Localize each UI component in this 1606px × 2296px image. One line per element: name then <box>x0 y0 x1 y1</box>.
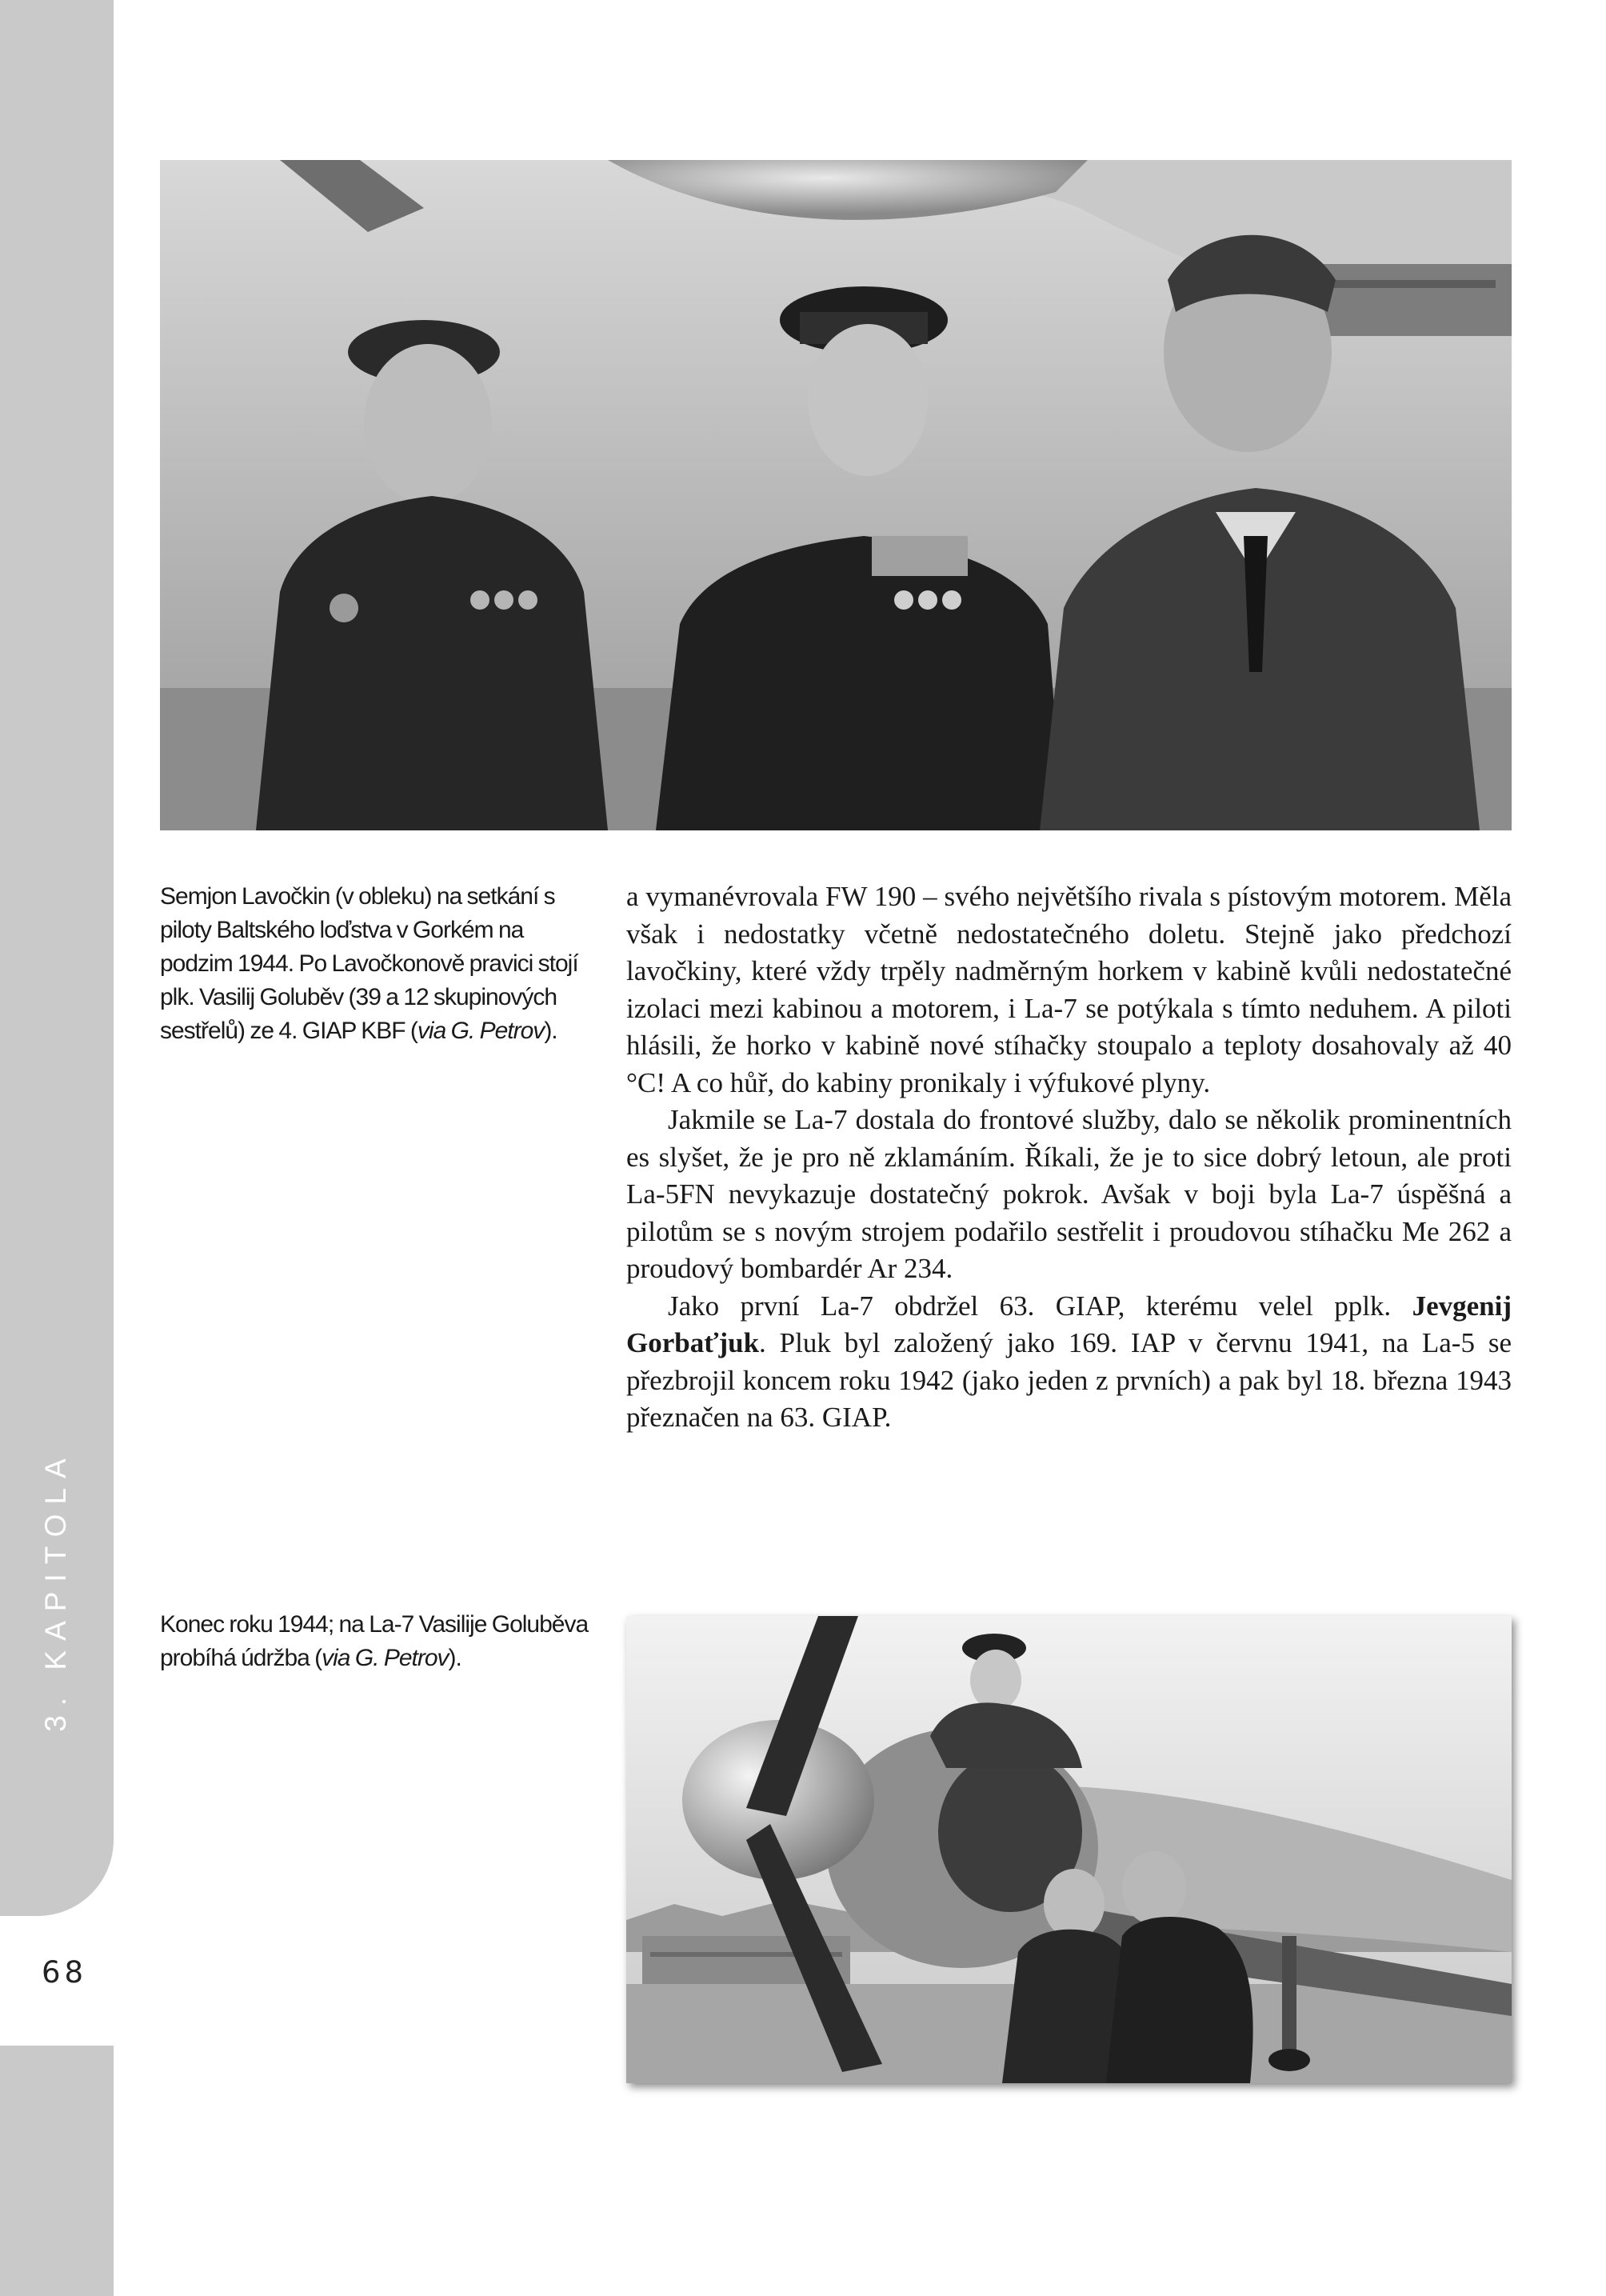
commander-name: Jevgenij Gorbaťjuk <box>626 1290 1512 1358</box>
group-photo-officers <box>160 160 1512 830</box>
page-number: 68 <box>42 1955 88 1990</box>
paragraph-3-end: . Pluk byl založený jako 169. IAP v červnu 1941, na La-5 se přezbrojil koncem roku 1942 (jako jeden z prvních) a pak byl 18. března 1943 přeznačen na 63. GIAP. <box>626 1327 1512 1433</box>
caption-bottom-credit: via G. Petrov <box>322 1645 449 1671</box>
chapter-label: 3. KAPITOLA <box>39 1448 72 1732</box>
paragraph-3-start: Jako první La-7 obdržel 63. GIAP, kterému velel pplk. <box>668 1290 1412 1322</box>
paragraph-2: Jakmile se La-7 dostala do frontové služby, dalo se několik prominentních es slyšet, že je pro ně zklamáním. Říkali, že je to sice dobrý letoun, ale proti La-5FN nevykazuje dostatečný pokrok. Avšak v boji byla La-7 úspěšná a pilotům se s novým strojem podařilo sestřelit i proudovou stíhačku Me 262 a proudový bombardér Ar 234. <box>626 1104 1512 1284</box>
caption-top-end: ). <box>544 1018 557 1044</box>
caption-bottom-text: Konec roku 1944; na La-7 Vasilije Goluběva probíhá údržba ( <box>160 1611 589 1671</box>
maintenance-photo-drawing <box>626 1616 1512 2083</box>
caption-top-photo <box>160 880 592 1048</box>
caption-bottom-end: ). <box>448 1645 461 1671</box>
group-photo-drawing <box>160 160 1512 830</box>
caption-bottom-photo <box>160 1608 592 1675</box>
chapter-label-wrap <box>32 1448 80 1732</box>
paragraph-3 <box>626 1288 1512 1437</box>
margin-band-bottom <box>0 2046 114 2296</box>
caption-top-text: Semjon Lavočkin (v obleku) na setkání s piloty Baltského loďstva v Gorkém na podzim 1944. Po Lavočkonově pravici stojí plk. Vasilij Goluběv (39 a 12 skupinových sestřelů) ze 4. GIAP KBF ( <box>160 883 578 1044</box>
caption-top-credit: via G. Petrov <box>417 1018 545 1044</box>
aircraft-maintenance-photo <box>626 1616 1512 2083</box>
body-text <box>626 878 1512 1437</box>
paragraph-1: a vymanévrovala FW 190 – svého největšího rivala s pístovým motorem. Měla však i nedostatky včetně nedostatečného doletu. Stejně jako předchozí lavočkiny, které vždy trpěly nadměrným horkem v kabině kvůli nedostatečné izolaci mezi kabinou a motorem, i La-7 se potýkala s tímto neduhem. A piloti hlásili, že horko v kabině nové stíhačky stoupalo a teploty dosahovaly až 40 °C! A co hůř, do kabiny pronikaly i výfukové plyny. <box>626 881 1512 1098</box>
